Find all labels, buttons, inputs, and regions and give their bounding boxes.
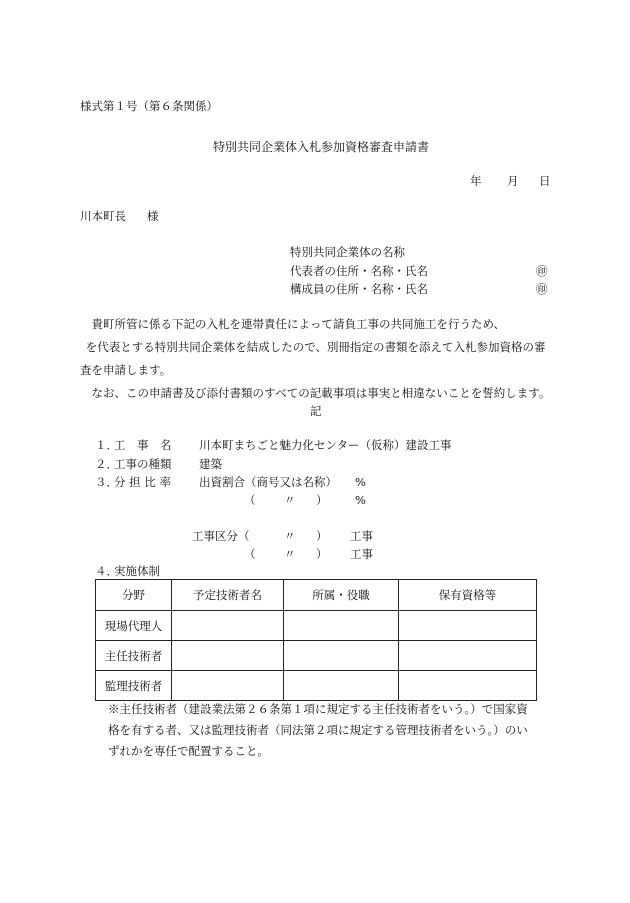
table-cell: [399, 641, 537, 671]
work-division-paren-close-1: ）: [316, 529, 328, 543]
item1-value: 川本町まちごと魅力化センター（仮称）建設工事: [199, 438, 452, 452]
staffing-table-header: [96, 580, 537, 611]
date-day: 日: [539, 174, 551, 188]
work-division-paren-open-2: （: [244, 547, 256, 561]
document-title: 特別共同企業体入札参加資格審査申請書: [213, 140, 430, 154]
work-division-ditto-2: 〃: [284, 547, 296, 561]
item3-label: 分 担 比 率: [114, 475, 171, 489]
table-row: [96, 611, 537, 641]
representative-seal: ㊞: [536, 264, 548, 278]
share-paren-close: ）: [316, 493, 328, 507]
row-label-site-agent: 現場代理人: [96, 611, 172, 641]
date-year: 年: [470, 174, 482, 188]
row-label-chief-engineer: 主任技術者: [96, 641, 172, 671]
header-field: 分野: [96, 580, 172, 611]
form-number: 様式第１号（第６条関係）: [80, 99, 218, 113]
addressee-name: 川本町長: [80, 209, 126, 223]
note-line-2: 格を有する者、又は監理技術者（同法第２項に規定する管理技術者をいう。）のい: [108, 723, 528, 737]
note-text: [108, 699, 528, 762]
share-ditto: 〃: [284, 493, 296, 507]
share-percent-1: %: [355, 475, 366, 489]
header-affiliation: 所属・役職: [284, 580, 399, 611]
item2-label: 工事の種類: [114, 457, 172, 471]
body-paragraph-1: 貴町所管に係る下記の入札を連帯責任によって請負工事の共同施工を行うため、: [80, 317, 506, 331]
note-line-3: ずれかを専任で配置すること。: [108, 744, 269, 758]
staffing-table: [95, 579, 537, 701]
table-cell: [399, 671, 537, 701]
item4-number: ４．: [95, 564, 118, 578]
item1-label: 工 事 名: [114, 438, 172, 452]
body-paragraph-3: なお、この申請書及び添付書類のすべての記載事項は事実と相違ないことを誓約します。: [80, 386, 551, 400]
ki-heading: 記: [310, 404, 322, 418]
header-qualifications: 保有資格等: [399, 580, 537, 611]
row-label-supervising-engineer: 監理技術者: [96, 671, 172, 701]
item4-label: 実施体制: [114, 564, 160, 578]
note-line-1: ※主任技術者（建設業法第２６条第１項に規定する主任技術者をいう。）で国家資: [108, 702, 528, 716]
item2-number: ２．: [95, 457, 118, 471]
addressee-honorific: 様: [147, 209, 159, 223]
share-paren-open: （: [244, 493, 256, 507]
work-division-paren-close-2: ）: [316, 547, 328, 561]
table-cell: [399, 611, 537, 641]
share-label: 出資割合（商号又は名称）: [199, 475, 337, 489]
work-division-ditto-1: 〃: [284, 529, 296, 543]
item3-number: ３．: [95, 475, 118, 489]
share-percent-2: %: [355, 493, 366, 507]
table-row: [96, 641, 537, 671]
table-cell: [172, 671, 284, 701]
member-seal: ㊞: [536, 282, 548, 296]
body-text: [74, 313, 555, 405]
work-division-work-1: 工事: [350, 529, 373, 543]
representative-label: 代表者の住所・名称・氏名: [290, 264, 428, 278]
table-cell: [284, 671, 399, 701]
member-label: 構成員の住所・名称・氏名: [290, 282, 428, 296]
table-cell: [284, 641, 399, 671]
date-month: 月: [507, 174, 519, 188]
table-row: [96, 671, 537, 701]
body-paragraph-2: を代表とする特別共同企業体を結成したので、別冊指定の書類を添えて入札参加資格の審査を申請します。: [74, 340, 546, 377]
table-cell: [172, 611, 284, 641]
item2-value: 建築: [199, 457, 222, 471]
work-division-work-2: 工事: [350, 547, 373, 561]
jv-name-label: 特別共同企業体の名称: [290, 245, 405, 259]
table-cell: [284, 611, 399, 641]
table-cell: [172, 641, 284, 671]
work-division-label: 工事区分（: [192, 529, 250, 543]
header-engineer-name: 予定技術者名: [172, 580, 284, 611]
item1-number: １．: [95, 438, 118, 452]
